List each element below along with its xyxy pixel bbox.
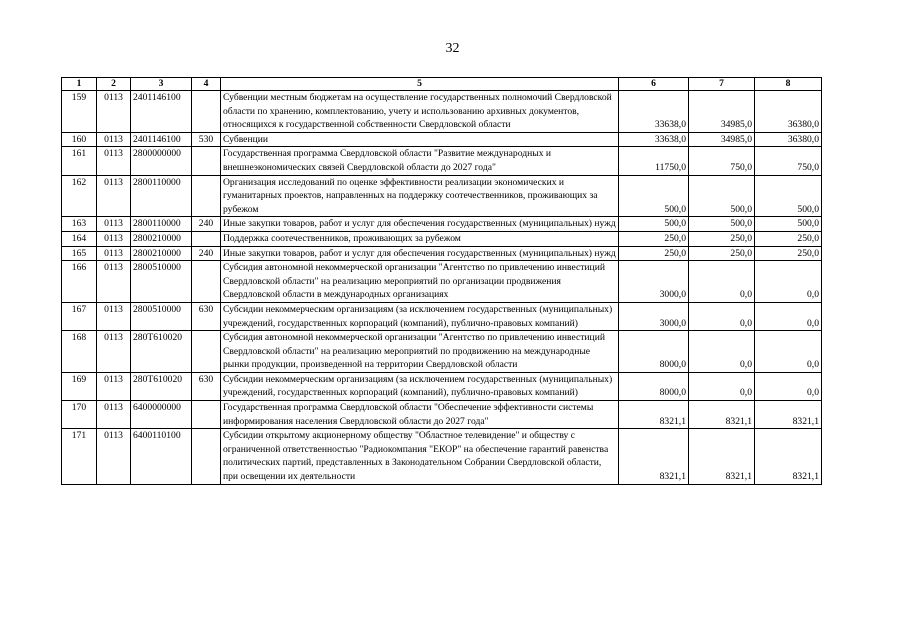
row-description: Субсидия автономной некоммерческой организации "Агентство по привлечению инвестиций Свердловской области" на реализацию мероприятий по продвижению на международные рынки продукции, произведенной на территории Свердловской области — [221, 331, 619, 373]
expense-type-code: 240 — [192, 246, 221, 261]
expense-type-code — [192, 331, 221, 373]
section-code: 0113 — [97, 261, 131, 303]
table-row — [62, 372, 822, 400]
column-header: 7 — [689, 78, 755, 91]
row-description: Субсидии некоммерческим организациям (за исключением государственных (муниципальных) учреждений, государственных корпораций (компаний), публично-правовых компаний) — [221, 372, 619, 400]
row-number: 170 — [62, 401, 97, 429]
column-header: 2 — [97, 78, 131, 91]
value-year-3: 0,0 — [755, 261, 822, 303]
row-description: Государственная программа Свердловской области "Развитие международных и внешнеэкономических связей Свердловской области до 2027 года" — [221, 147, 619, 175]
table-row — [62, 231, 822, 246]
value-year-3: 36380,0 — [755, 91, 822, 133]
row-number: 166 — [62, 261, 97, 303]
expense-type-code — [192, 175, 221, 217]
expense-type-code — [192, 231, 221, 246]
value-year-3: 0,0 — [755, 331, 822, 373]
row-description: Субсидия автономной некоммерческой организации "Агентство по привлечению инвестиций Свердловской области" на реализацию мероприятий по организации продвижения Свердловской области в международных организациях — [221, 261, 619, 303]
value-year-3: 8321,1 — [755, 429, 822, 484]
value-year-3: 500,0 — [755, 175, 822, 217]
value-year-2: 250,0 — [689, 246, 755, 261]
row-number: 171 — [62, 429, 97, 484]
row-number: 165 — [62, 246, 97, 261]
value-year-1: 11750,0 — [619, 147, 689, 175]
table-row — [62, 132, 822, 147]
value-year-2: 0,0 — [689, 261, 755, 303]
target-article-code: 2800510000 — [131, 261, 192, 303]
target-article-code: 2800210000 — [131, 231, 192, 246]
row-description: Поддержка соотечественников, проживающих за рубежом — [221, 231, 619, 246]
value-year-2: 500,0 — [689, 217, 755, 232]
row-number: 162 — [62, 175, 97, 217]
section-code: 0113 — [97, 175, 131, 217]
section-code: 0113 — [97, 302, 131, 330]
value-year-1: 8321,1 — [619, 401, 689, 429]
value-year-2: 750,0 — [689, 147, 755, 175]
target-article-code: 2401146100 — [131, 91, 192, 133]
target-article-code: 2800510000 — [131, 302, 192, 330]
target-article-code: 280Т610020 — [131, 372, 192, 400]
value-year-3: 250,0 — [755, 231, 822, 246]
value-year-1: 500,0 — [619, 217, 689, 232]
row-number: 159 — [62, 91, 97, 133]
value-year-1: 33638,0 — [619, 91, 689, 133]
section-code: 0113 — [97, 429, 131, 484]
table-row — [62, 91, 822, 133]
row-description: Иные закупки товаров, работ и услуг для обеспечения государственных (муниципальных) нужд — [221, 246, 619, 261]
value-year-1: 250,0 — [619, 246, 689, 261]
value-year-1: 8000,0 — [619, 331, 689, 373]
row-description: Государственная программа Свердловской области "Обеспечение эффективности системы информирования населения Свердловской области до 2027 года" — [221, 401, 619, 429]
value-year-3: 36380,0 — [755, 132, 822, 147]
value-year-3: 0,0 — [755, 302, 822, 330]
value-year-2: 0,0 — [689, 302, 755, 330]
section-code: 0113 — [97, 246, 131, 261]
value-year-2: 8321,1 — [689, 401, 755, 429]
value-year-2: 0,0 — [689, 331, 755, 373]
value-year-1: 8321,1 — [619, 429, 689, 484]
value-year-1: 8000,0 — [619, 372, 689, 400]
section-code: 0113 — [97, 372, 131, 400]
target-article-code: 6400000000 — [131, 401, 192, 429]
value-year-1: 250,0 — [619, 231, 689, 246]
expense-type-code — [192, 429, 221, 484]
target-article-code: 2401146100 — [131, 132, 192, 147]
value-year-3: 750,0 — [755, 147, 822, 175]
section-code: 0113 — [97, 331, 131, 373]
expense-type-code — [192, 261, 221, 303]
row-number: 163 — [62, 217, 97, 232]
target-article-code: 2800000000 — [131, 147, 192, 175]
target-article-code: 2800210000 — [131, 246, 192, 261]
section-code: 0113 — [97, 401, 131, 429]
row-number: 169 — [62, 372, 97, 400]
expense-type-code — [192, 91, 221, 133]
table-row — [62, 261, 822, 303]
section-code: 0113 — [97, 231, 131, 246]
value-year-2: 250,0 — [689, 231, 755, 246]
value-year-2: 0,0 — [689, 372, 755, 400]
table-row — [62, 401, 822, 429]
row-description: Субвенции — [221, 132, 619, 147]
header-row — [62, 78, 822, 91]
table-row — [62, 302, 822, 330]
value-year-1: 500,0 — [619, 175, 689, 217]
column-header: 8 — [755, 78, 822, 91]
table-row — [62, 147, 822, 175]
row-description: Субвенции местным бюджетам на осуществление государственных полномочий Свердловской области по хранению, комплектованию, учету и использованию архивных документов, относящихся к государственной собственности Свердловской области — [221, 91, 619, 133]
value-year-3: 8321,1 — [755, 401, 822, 429]
row-number: 164 — [62, 231, 97, 246]
section-code: 0113 — [97, 132, 131, 147]
column-header: 1 — [62, 78, 97, 91]
target-article-code: 2800110000 — [131, 217, 192, 232]
row-description: Субсидии открытому акционерному обществу "Областное телевидение" и обществу с ограниченной ответственностью "Радиокомпания "ЕКОР" на обеспечение гарантий равенства политических партий, представленных в Законодательном Собрании Свердловской области, при освещении их деятельности — [221, 429, 619, 484]
expense-type-code — [192, 147, 221, 175]
value-year-1: 33638,0 — [619, 132, 689, 147]
row-number: 168 — [62, 331, 97, 373]
value-year-1: 3000,0 — [619, 261, 689, 303]
target-article-code: 280Т610020 — [131, 331, 192, 373]
value-year-1: 3000,0 — [619, 302, 689, 330]
budget-table — [61, 77, 822, 485]
row-description: Иные закупки товаров, работ и услуг для обеспечения государственных (муниципальных) нужд — [221, 217, 619, 232]
table-row — [62, 429, 822, 484]
value-year-3: 500,0 — [755, 217, 822, 232]
target-article-code: 2800110000 — [131, 175, 192, 217]
target-article-code: 6400110100 — [131, 429, 192, 484]
table-row — [62, 217, 822, 232]
page-number: 32 — [445, 41, 460, 56]
table-row — [62, 175, 822, 217]
section-code: 0113 — [97, 147, 131, 175]
column-header: 3 — [131, 78, 192, 91]
value-year-2: 34985,0 — [689, 91, 755, 133]
value-year-2: 34985,0 — [689, 132, 755, 147]
column-header: 6 — [619, 78, 689, 91]
value-year-2: 8321,1 — [689, 429, 755, 484]
table-row — [62, 331, 822, 373]
section-code: 0113 — [97, 91, 131, 133]
value-year-3: 250,0 — [755, 246, 822, 261]
row-number: 161 — [62, 147, 97, 175]
column-header: 4 — [192, 78, 221, 91]
value-year-2: 500,0 — [689, 175, 755, 217]
expense-type-code: 630 — [192, 372, 221, 400]
expense-type-code: 530 — [192, 132, 221, 147]
table-row — [62, 246, 822, 261]
expense-type-code — [192, 401, 221, 429]
row-description: Организация исследований по оценке эффективности реализации экономических и гуманитарных проектов, направленных на поддержку соотечественников, проживающих за рубежом — [221, 175, 619, 217]
row-number: 167 — [62, 302, 97, 330]
column-header: 5 — [221, 78, 619, 91]
expense-type-code: 240 — [192, 217, 221, 232]
expense-type-code: 630 — [192, 302, 221, 330]
row-description: Субсидии некоммерческим организациям (за исключением государственных (муниципальных) учреждений, государственных корпораций (компаний), публично-правовых компаний) — [221, 302, 619, 330]
row-number: 160 — [62, 132, 97, 147]
section-code: 0113 — [97, 217, 131, 232]
value-year-3: 0,0 — [755, 372, 822, 400]
